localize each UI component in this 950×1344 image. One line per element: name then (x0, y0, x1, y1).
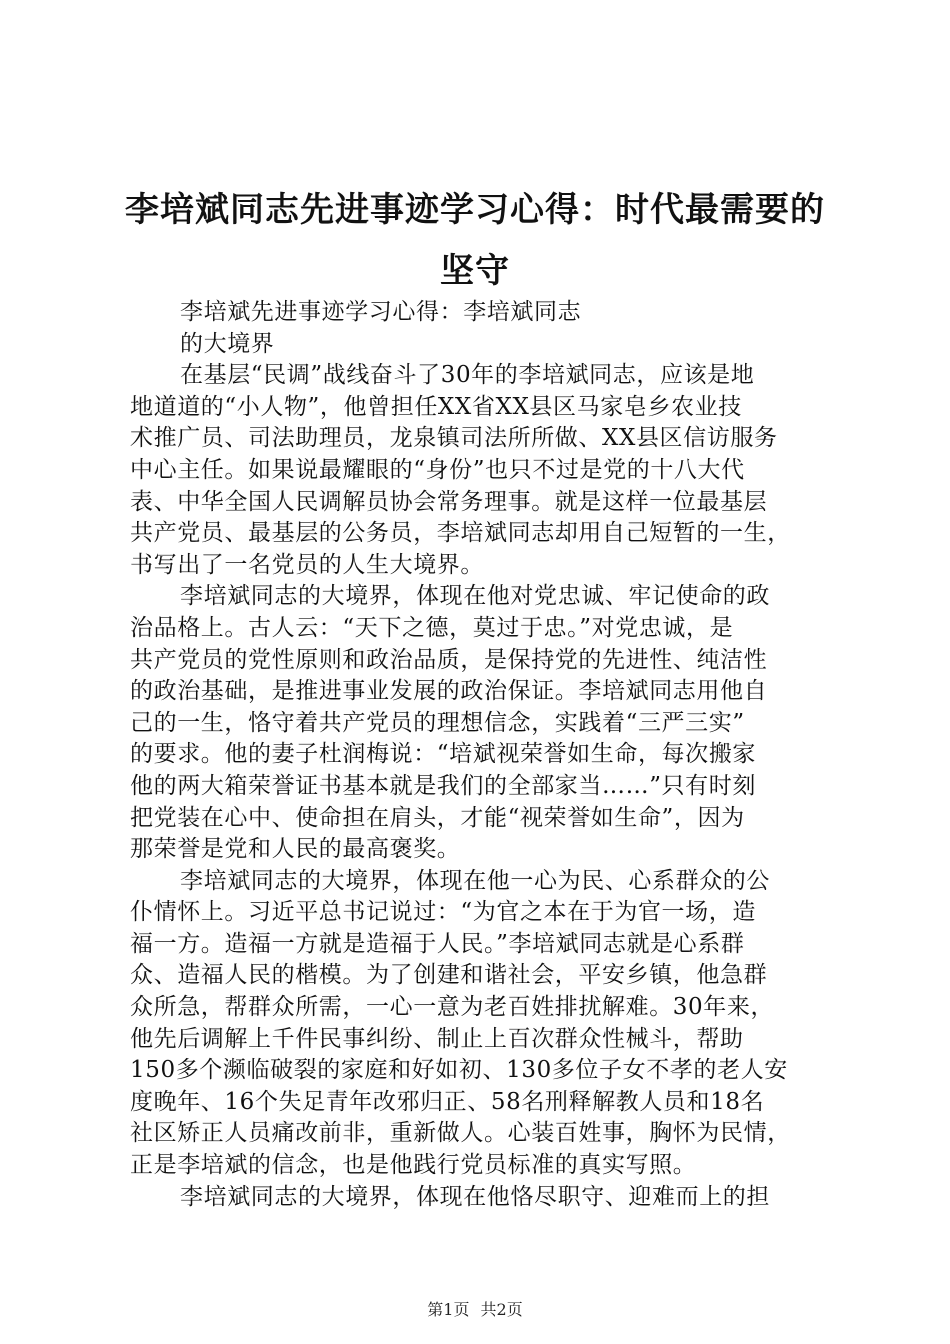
document-title-line-1: 李培斌同志先进事迹学习心得：时代最需要的 (125, 190, 825, 230)
body-text-line: 共产党员、最基层的公务员，李培斌同志却用自己短暂的一生， (130, 520, 791, 547)
page-number-current: 第1页 (427, 1300, 470, 1319)
body-text-line: 地道道的“小人物”，他曾担任XX省XX县区马家皂乡农业技 (130, 393, 742, 420)
body-text-line: 在基层“民调”战线奋斗了30年的李培斌同志，应该是地 (180, 362, 755, 389)
body-text-line: 那荣誉是党和人民的最高褒奖。 (130, 836, 461, 863)
body-text-line: 李培斌同志的大境界，体现在他对党忠诚、牢记使命的政 (180, 583, 770, 610)
body-text-line: 的大境界 (180, 330, 275, 357)
body-text-line: 他的两大箱荣誉证书基本就是我们的全部家当……”只有时刻 (130, 772, 756, 799)
body-text-line: 己的一生，恪守着共产党员的理想信念，实践着“三严三实” (130, 709, 745, 736)
body-text-line: 李培斌先进事迹学习心得：李培斌同志 (180, 299, 582, 325)
body-text-line: 仆情怀上。习近平总书记说过：“为官之本在于为官一场，造 (130, 899, 756, 926)
body-text-line: 李培斌同志的大境界，体现在他一心为民、心系群众的公 (180, 867, 770, 894)
body-text-line: 术推广员、司法助理员，龙泉镇司法所所做、XX县区信访服务 (130, 425, 778, 452)
body-text-line: 众、造福人民的楷模。为了创建和谐社会，平安乡镇，他急群 (130, 962, 768, 989)
body-text-line: 书写出了一名党员的人生大境界。 (130, 551, 484, 578)
body-text-line: 150多个濒临破裂的家庭和好如初、130多位子女不孝的老人安 (130, 1057, 788, 1084)
document-body (130, 297, 850, 1213)
body-text-line: 李培斌同志的大境界，体现在他恪尽职守、迎难而上的担 (180, 1183, 770, 1210)
document-title-line-2: 坚守 (440, 251, 510, 291)
body-text-line: 社区矫正人员痛改前非，重新做人。心装百姓事，胸怀为民情， (130, 1120, 791, 1147)
body-text-line: 共产党员的党性原则和政治品质，是保持党的先进性、纯洁性 (130, 646, 768, 673)
body-text-line: 他先后调解上千件民事纠纷、制止上百次群众性械斗，帮助 (130, 1025, 744, 1052)
body-text-line: 度晚年、16个失足青年改邪归正、58名刑释解教人员和18名 (130, 1088, 765, 1115)
page-number-total: 共2页 (480, 1300, 523, 1319)
body-text-line: 中心主任。如果说最耀眼的“身份”也只不过是党的十八大代 (130, 456, 745, 483)
body-text-line: 福一方。造福一方就是造福于人民。”李培斌同志就是心系群 (130, 930, 745, 957)
body-text-line: 把党装在心中、使命担在肩头，才能“视荣誉如生命”，因为 (130, 804, 745, 831)
body-text-line: 治品格上。古人云：“天下之德，莫过于忠。”对党忠诚，是 (130, 614, 734, 641)
body-text-line: 正是李培斌的信念，也是他践行党员标准的真实写照。 (130, 1152, 697, 1179)
body-text-line: 的要求。他的妻子杜润梅说：“培斌视荣誉如生命，每次搬家 (130, 741, 756, 768)
body-text-line: 表、中华全国人民调解员协会常务理事。就是这样一位最基层 (130, 488, 768, 515)
body-text-line: 的政治基础，是推进事业发展的政治保证。李培斌同志用他自 (130, 678, 768, 705)
page-footer (0, 1300, 950, 1320)
body-text-line: 众所急，帮群众所需，一心一意为老百姓排扰解难。30年来， (130, 994, 775, 1021)
